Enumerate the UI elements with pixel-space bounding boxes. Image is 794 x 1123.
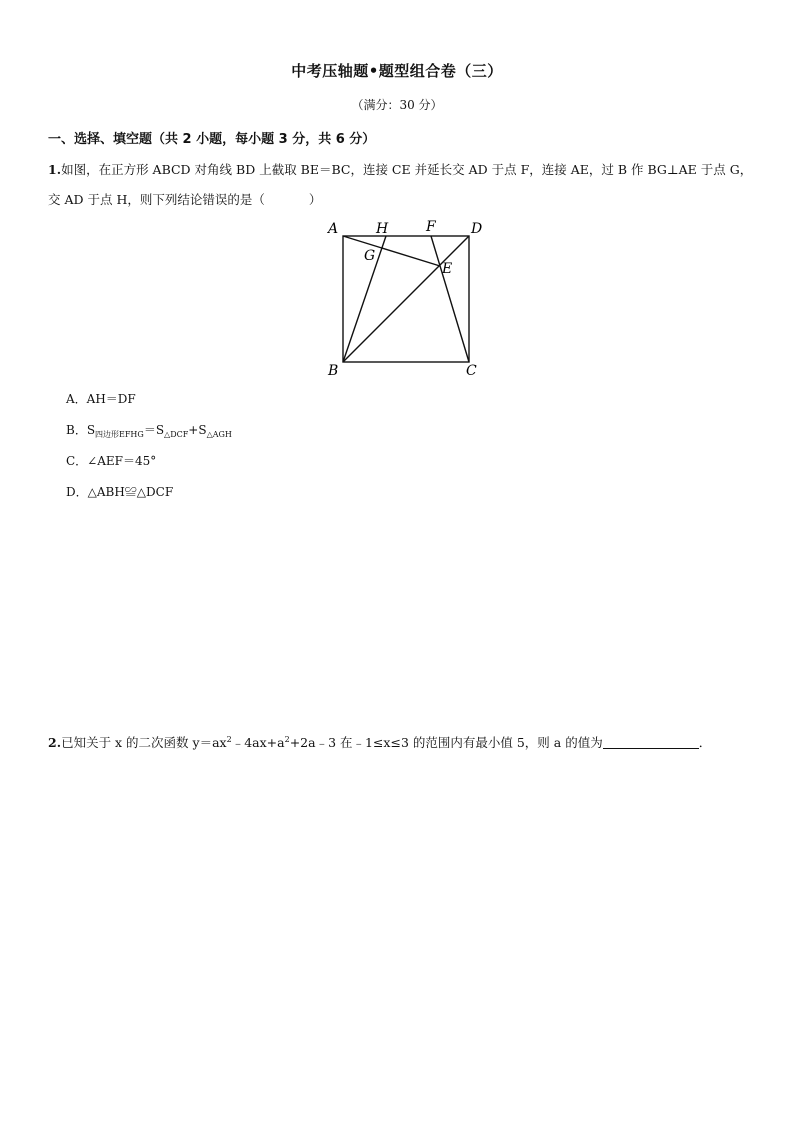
question-1-text-2-end: ） — [308, 192, 322, 207]
label-a: A — [328, 221, 339, 237]
label-c: C — [466, 363, 477, 379]
question-1-number: 1. — [48, 162, 62, 177]
page-title: 中考压轴题•题型组合卷（三） — [291, 62, 503, 80]
section-heading: 一、选择、填空题（共 2 小题，每小题 3 分，共 6 分） — [48, 132, 376, 147]
label-h: H — [376, 221, 389, 237]
label-d: D — [471, 221, 483, 237]
option-b-sub-dcf: △DCF — [164, 430, 189, 439]
option-a: A．AH＝DF — [66, 392, 136, 406]
segment-ae — [343, 236, 440, 266]
option-c: C．∠AEF＝45° — [66, 454, 157, 468]
question-1-text-2: 交 AD 于点 H，则下列结论错误的是（ — [48, 192, 265, 207]
label-g: G — [364, 248, 376, 264]
label-b: B — [328, 363, 339, 379]
question-1-text: 如图，在正方形 ABCD 对角线 BD 上截取 BE＝BC，连接 CE 并延长交 AD 于点 F，连接 AE，过 B 作 BG⊥AE 于点 G， — [61, 162, 753, 177]
label-e: E — [442, 261, 453, 277]
question-2: 2.已知关于 x 的二次函数 $y=ax^2﹣4ax+a^2+2a﹣3$ 在﹣1≤x≤3 的范围内有最小值 5，则 a 的值为 ． — [48, 735, 712, 750]
label-f: F — [426, 219, 436, 235]
option-b-sub-quad: 四边形EFHG — [95, 430, 144, 439]
option-b: B．$S_{四边形EFHG}=S_{\triangle DCF}+S_{\triangle AGH}$ — [66, 423, 232, 439]
geometry-figure — [322, 212, 492, 384]
question-1-line-2 — [48, 190, 321, 208]
option-d: D．△ABH≌△DCF — [66, 485, 174, 499]
question-1-line-1 — [48, 160, 752, 178]
question-2-number: 2. — [48, 735, 62, 750]
option-b-sub-agh: △AGH — [206, 430, 232, 439]
score-note: （满分：30 分） — [351, 98, 443, 112]
answer-blank[interactable] — [603, 736, 699, 749]
